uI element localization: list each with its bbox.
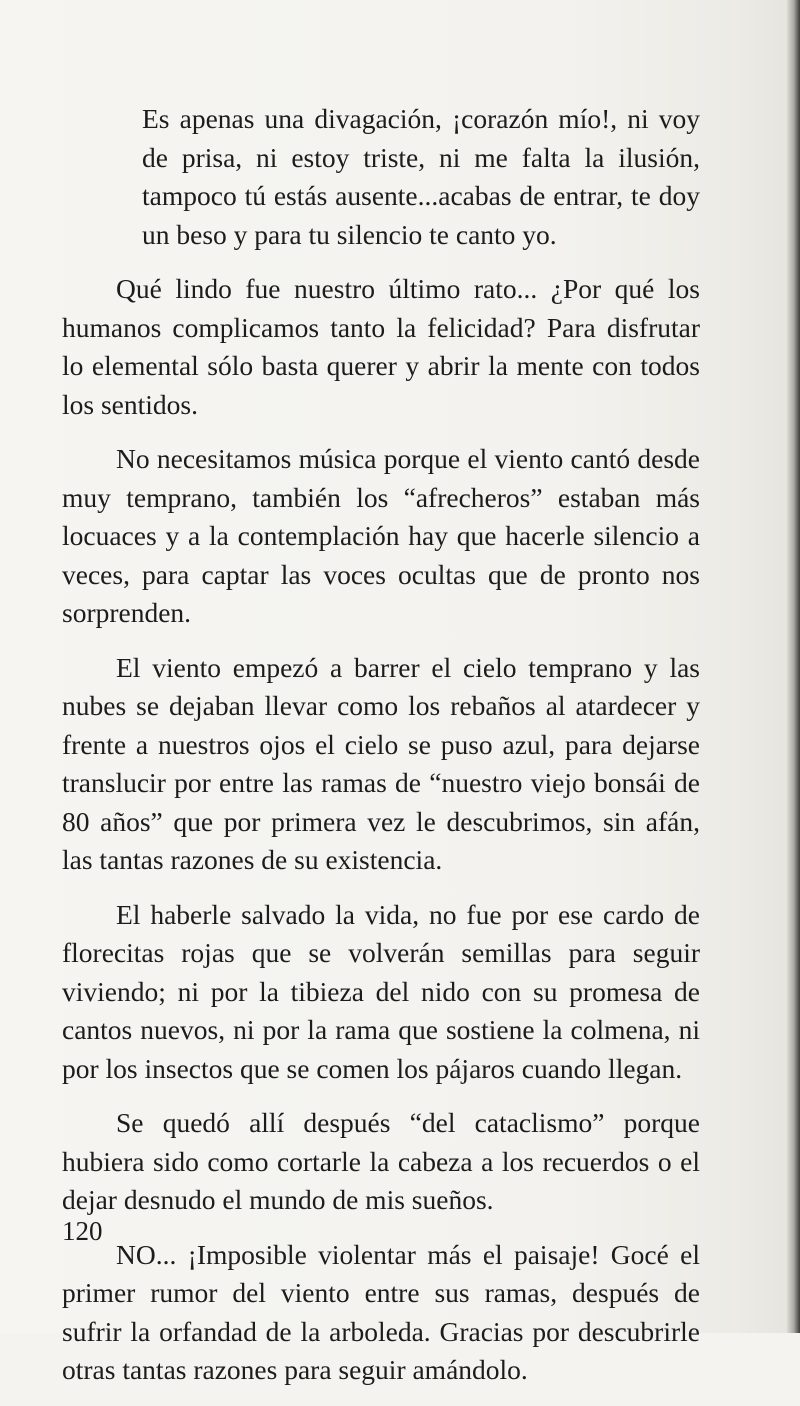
- paragraph-2: Qué lindo fue nuestro último rato... ¿Por qué los humanos complicamos tanto la felicidad? Para disfrutar lo elemental sólo basta querer y abrir la mente con todos los sentidos.: [62, 273, 700, 420]
- paragraph-3: No necesitamos música porque el viento cantó desde muy temprano, también los “afrecheros” estaban más locuaces y a la contemplación hay que hacerle silencio a veces, para captar las voces ocultas que de pronto nos sorprenden.: [62, 443, 700, 628]
- paragraph-5: El haberle salvado la vida, no fue por ese cardo de florecitas rojas que se volverán semillas para seguir viviendo; ni por la tibieza del nido con su promesa de cantos nuevos, ni por la rama que sostiene la colmena, ni por los insectos que se comen los pájaros cuando llegan.: [62, 898, 700, 1084]
- paragraph-7: NO... ¡Imposible violentar más el paisaje! Gocé el primer rumor del viento entre sus ramas, después de sufrir la orfandad de la arboleda. Gracias por descubrirle otras tantas razones para seguir amándolo.: [62, 1238, 700, 1385]
- page-number: 120: [62, 1216, 103, 1246]
- paragraph-1: Es apenas una divagación, ¡corazón mío!, ni voy de prisa, ni estoy triste, ni me falta la ilusión, tampoco tú estás ausente...acabas de entrar, te doy un beso y para tu silencio te canto yo.: [142, 103, 700, 250]
- page-edge-shadow: [786, 0, 800, 1333]
- paragraph-6: Se quedó allí después “del cataclismo” porque hubiera sido como cortarle la cabeza a los recuerdos o el dejar desnudo el mundo de mis sueños.: [62, 1107, 700, 1215]
- paragraph-4: El viento empezó a barrer el cielo temprano y las nubes se dejaban llevar como los rebaños al atardecer y frente a nuestros ojos el cielo se puso azul, para dejarse translucir por entre las ramas de “nuestro viejo bonsái de 80 años” que por primera vez le descubrimos, sin afán, las tantas razones de su existencia.: [62, 651, 700, 875]
- page-body: [62, 100, 700, 1406]
